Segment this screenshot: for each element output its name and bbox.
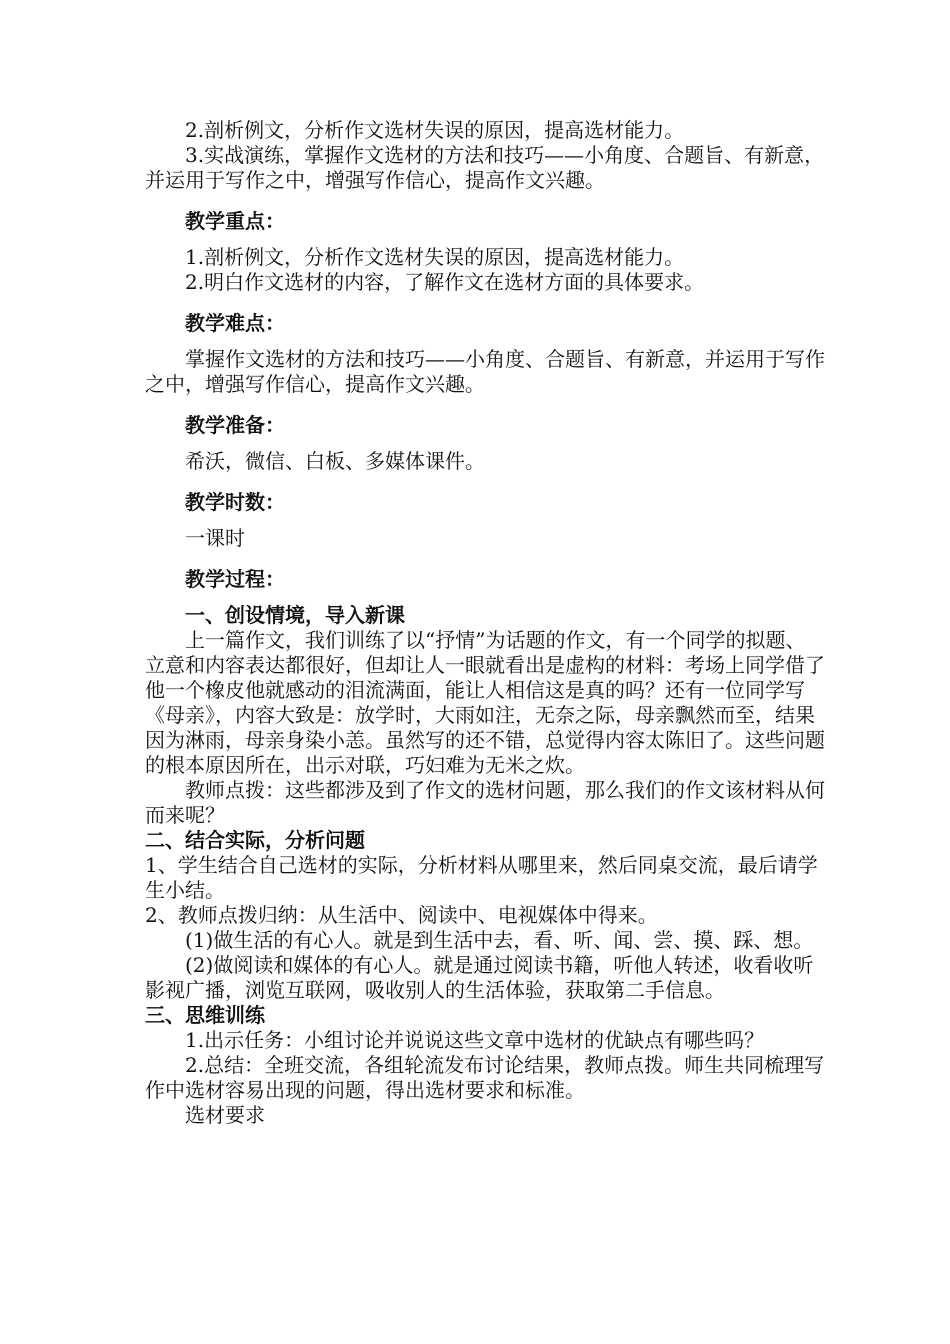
section-3-paragraph-3: 选材要求 xyxy=(185,1103,265,1127)
section-2-paragraph-2: 2、教师点拨归纳：从生活中、阅读中、电视媒体中得来。 xyxy=(145,903,658,927)
duration-text: 一课时 xyxy=(185,526,245,550)
key-point-1: 1.剖析例文，分析作文选材失误的原因，提高选材能力。 xyxy=(185,245,685,269)
section-3-paragraph-1: 1.出示任务：小组讨论并说说这些文章中选材的优缺点有哪些吗？ xyxy=(185,1028,765,1052)
section-1-title: 一、创设情境，导入新课 xyxy=(185,603,405,627)
section-3-title: 三、思维训练 xyxy=(145,1003,265,1027)
difficulties-text: 掌握作文选材的方法和技巧——小角度、合题旨、有新意，并运用于写作之中，增强写作信心，提高作文兴趣。 xyxy=(145,347,825,396)
process-heading: 教学过程： xyxy=(185,567,285,591)
section-3-paragraph-2: 2.总结：全班交流，各组轮流发布讨论结果，教师点拨。师生共同梳理写作中选材容易出现的问题，得出选材要求和标准。 xyxy=(145,1053,825,1102)
key-point-2: 2.明白作文选材的内容，了解作文在选材方面的具体要求。 xyxy=(185,270,705,294)
preparation-text: 希沃，微信、白板、多媒体课件。 xyxy=(185,449,485,473)
objective-2: 2.剖析例文，分析作文选材失误的原因，提高选材能力。 xyxy=(185,118,685,142)
section-2-paragraph-4: (2)做阅读和媒体的有心人。就是通过阅读书籍，听他人转述，收看收听影视广播，浏览互联网，吸收别人的生活体验，获取第二手信息。 xyxy=(145,953,814,1002)
difficulties-heading: 教学难点： xyxy=(185,311,285,335)
duration-heading: 教学时数： xyxy=(185,490,285,514)
document-page xyxy=(145,118,825,1128)
objective-3: 3.实战演练，掌握作文选材的方法和技巧——小角度、合题旨、有新意，并运用于写作之中，增强写作信心，提高作文兴趣。 xyxy=(145,143,825,192)
section-1-paragraph-1: 上一篇作文，我们训练了以“抒情”为话题的作文，有一个同学的拟题、立意和内容表达都很好，但却让人一眼就看出是虚构的材料：考场上同学借了他一个橡皮他就感动的泪流满面，能让人相信这是真的吗？还有一位同学写《母亲》，内容大致是：放学时，大雨如注，无奈之际，母亲飘然而至，结果因为淋雨，母亲身染小恙。虽然写的还不错，总觉得内容太陈旧了。这些问题的根本原因所在，出示对联，巧妇难为无米之炊。 xyxy=(145,628,825,777)
key-points-heading: 教学重点： xyxy=(185,209,285,233)
section-2-paragraph-3: (1)做生活的有心人。就是到生活中去，看、听、闻、尝、摸、踩、想。 xyxy=(185,928,814,952)
section-2-paragraph-1: 1、学生结合自己选材的实际，分析材料从哪里来，然后同桌交流，最后请学生小结。 xyxy=(145,853,818,902)
section-2-title: 二、结合实际，分析问题 xyxy=(145,828,365,852)
preparation-heading: 教学准备： xyxy=(185,413,285,437)
section-1-paragraph-2: 教师点拨：这些都涉及到了作文的选材问题，那么我们的作文该材料从何而来呢？ xyxy=(145,778,825,827)
